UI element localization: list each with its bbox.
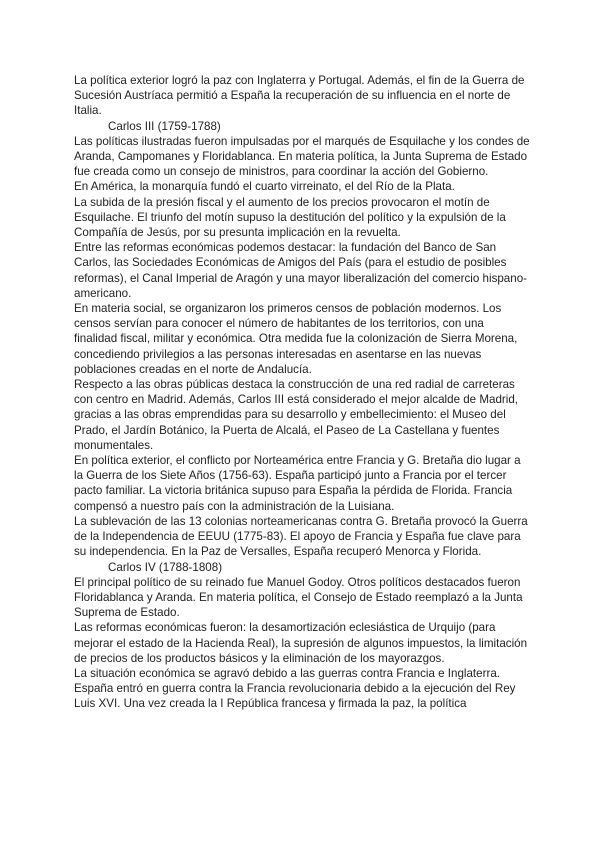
paragraph: Respecto a las obras públicas destaca la construcción de una red radial de carreteras con centro en Madrid. Además, Carlos III está considerado el mejor alcalde de Madrid, gracias a las obras emprendidas para su desarrollo y embellecimiento: el Museo del Prado, el Jardín Botánico, la Puerta de Alcalá, el Paseo de La Castellana y fuentes monumentales.	[74, 378, 519, 452]
paragraph: La política exterior logró la paz con Inglaterra y Portugal. Además, el fin de la Guerra de Sucesión Austríaca permitió a España la recuperación de su influencia en el norte de Italia.	[74, 74, 525, 118]
paragraph: En política exterior, el conflicto por Norteamérica entre Francia y G. Bretaña dio lugar a la Guerra de los Siete Años (1756-63). España participó junto a Francia por el tercer pacto familiar. La victoria británica supuso para España la pérdida de Florida. Francia compensó a nuestro país con la administración de la Luisiana.	[74, 454, 521, 513]
section-heading-carlos-iii: Carlos III (1759-1788)	[108, 119, 221, 133]
section-heading-carlos-iv: Carlos IV (1788-1808)	[108, 560, 223, 574]
paragraph: La subida de la presión fiscal y el aumento de los precios provocaron el motín de Esquilache. El triunfo del motín supuso la destitución del político y la expulsión de la Compañía de Jesús, por su presunta implicación en la revuelta.	[74, 195, 506, 240]
paragraph: En América, la monarquía fundó el cuarto virreinato, el del Río de la Plata.	[74, 180, 455, 194]
paragraph: La sublevación de las 13 colonias norteamericanas contra G. Bretaña provocó la Guerra de la Independencia de EEUU (1775-83). El apoyo de Francia y España fue clave para su independencia. En la Paz de Versalles, España recuperó Menorca y Florida.	[74, 514, 528, 559]
paragraph: Entre las reformas económicas podemos destacar: la fundación del Banco de San Carlos, las Sociedades Económicas de Amigos del País (para el estudio de posibles reformas), el Canal Imperial de Aragón y una mayor liberalización del comercio hispano-americano.	[74, 241, 528, 300]
paragraph: España entró en guerra contra la Francia revolucionaria debido a la ejecución del Rey Luis XVI. Una vez creada la I República francesa y firmada la paz, la política	[74, 682, 516, 711]
paragraph: Las políticas ilustradas fueron impulsadas por el marqués de Esquilache y los condes de Aranda, Campomanes y Floridablanca. En materia política, la Junta Suprema de Estado fue creada como un consejo de ministros, para coordinar la acción del Gobierno.	[74, 134, 530, 179]
document-body	[74, 73, 530, 712]
paragraph: En materia social, se organizaron los primeros censos de población modernos. Los censos servían para conocer el número de habitantes de los territorios, con una finalidad fiscal, militar y económica. Otra medida fue la colonización de Sierra Morena, concediendo privilegios a las personas interesadas en asentarse en las nuevas poblaciones creadas en el norte de Andalucía.	[74, 302, 518, 376]
paragraph: El principal político de su reinado fue Manuel Godoy. Otros políticos destacados fueron Floridablanca y Aranda. En materia política, el Consejo de Estado reemplazó a la Junta Suprema de Estado.	[74, 575, 523, 620]
paragraph: La situación económica se agravó debido a las guerras contra Francia e Inglaterra.	[74, 666, 500, 680]
paragraph: Las reformas económicas fueron: la desamortización eclesiástica de Urquijo (para mejorar el estado de la Hacienda Real), la supresión de algunos impuestos, la limitación de precios de los productos básicos y la eliminación de los mayorazgos.	[74, 621, 528, 665]
